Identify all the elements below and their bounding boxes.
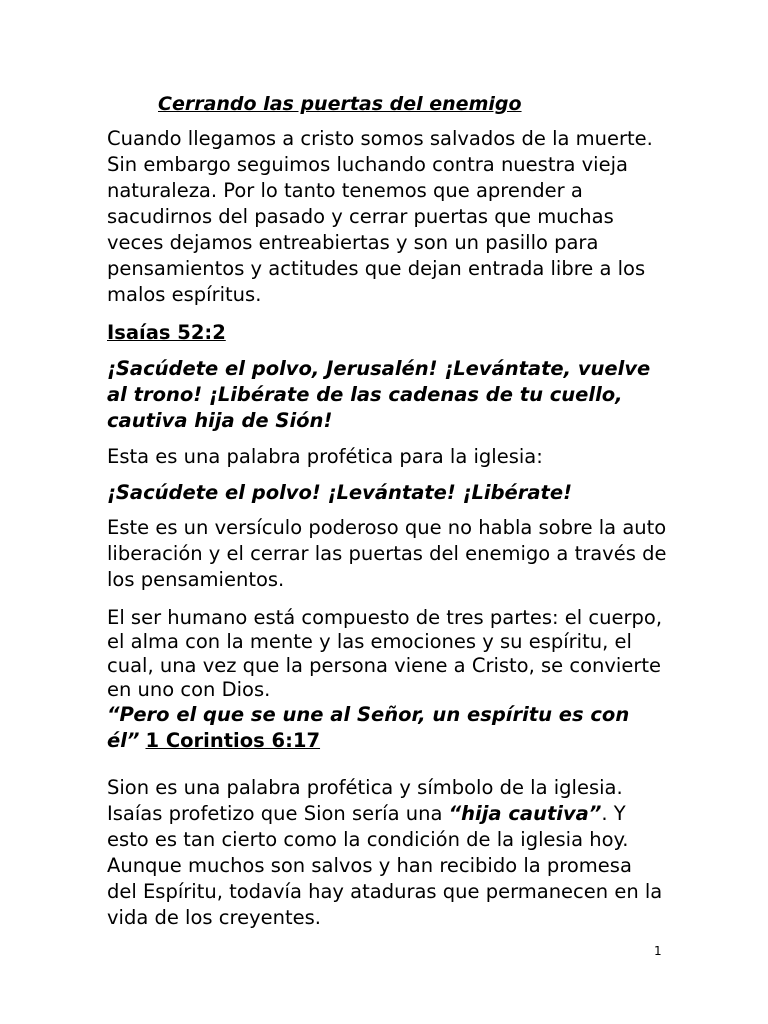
prophetic-word-paragraph: Esta es una palabra profética para la iglesia: <box>107 445 543 468</box>
sion-paragraph <box>107 775 667 931</box>
verse-explanation-paragraph: Este es un versículo poderoso que no habla sobre la auto liberación y el cerrar las puertas del enemigo a través de los pensamientos. <box>107 516 667 591</box>
corinthians-quote <box>107 702 667 754</box>
page-number: 1 <box>654 944 662 958</box>
corinthians-quote-text: “Pero el que se une al Señor, un espíritu es con él” <box>107 703 630 752</box>
intro-paragraph: Cuando llegamos a cristo somos salvados de la muerte. Sin embargo seguimos luchando contra nuestra vieja naturaleza. Por lo tanto tenemos que aprender a sacudirnos del pasado y cerrar puertas que muchas veces dejamos entreabiertas y son un pasillo para pensamientos y actitudes que dejan entrada libre a los malos espíritus. <box>107 127 653 306</box>
document-title: Cerrando las puertas del enemigo <box>158 93 522 115</box>
exhortation-quote: ¡Sacúdete el polvo! ¡Levántate! ¡Libérate! <box>107 481 572 504</box>
scripture-quote: ¡Sacúdete el polvo, Jerusalén! ¡Levántate, vuelve al trono! ¡Libérate de las cadenas de tu cuello, cautiva hija de Sión! <box>107 357 651 432</box>
scripture-heading: Isaías 52:2 <box>107 321 226 344</box>
human-parts-paragraph: El ser humano está compuesto de tres partes: el cuerpo, el alma con la mente y las emociones y su espíritu, el cual, una vez que la persona viene a Cristo, se convierte en uno con Dios. <box>107 606 663 701</box>
sion-paragraph-emphasis: “hija cautiva” <box>448 802 602 825</box>
corinthians-reference: 1 Corintios 6:17 <box>145 729 321 752</box>
sion-paragraph-end: . Y esto es tan cierto como la condición de la iglesia hoy. Aunque muchos son salvos y han recibido la promesa del Espíritu, todavía hay ataduras que permanecen en la vida de los creyentes. <box>107 802 663 929</box>
sion-paragraph-start: Sion es una palabra profética y símbolo de la iglesia. Isaías profetizo que Sion sería una <box>107 776 623 825</box>
